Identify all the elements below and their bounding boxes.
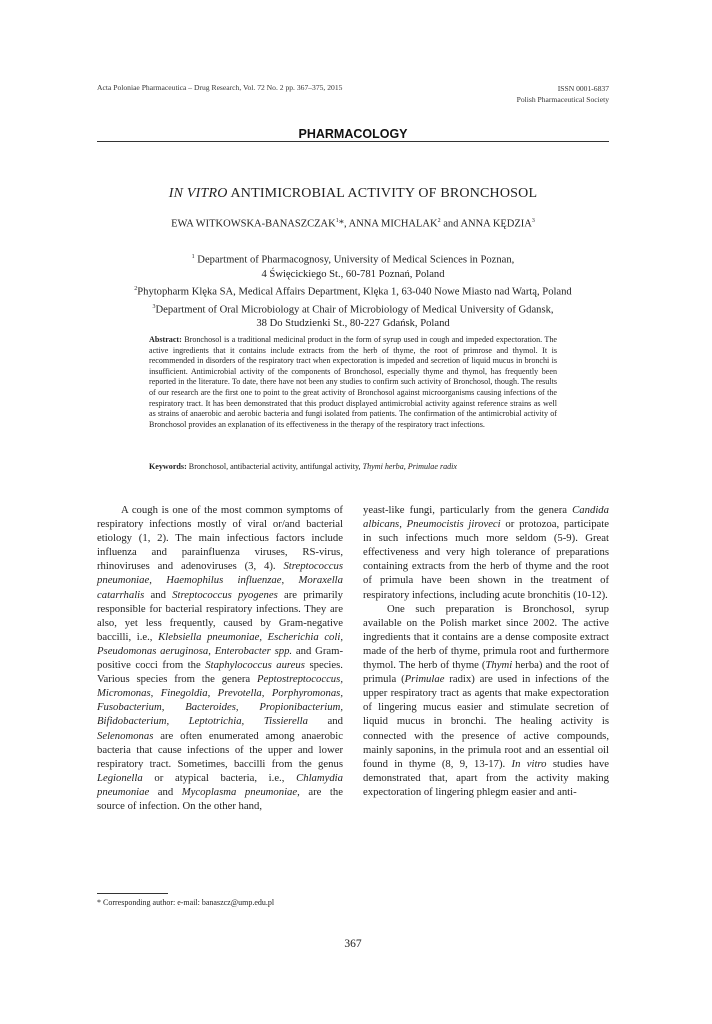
paragraph-intro: [97, 503, 343, 813]
text-run: radix) are used in infections of the upper respiratory tract as agents that make expectoration of lingering mucus easier and stimulate secretion of liquid mucus in bronchi. The healing activity is connected with the presence of active compounds, mainly saponins, in the primula root and an essential oil found in thyme (8, 9, 13-17).: [363, 673, 609, 770]
keywords-label: Keywords:: [149, 462, 187, 471]
affiliation-3-address: 38 Do Studzienki St., 80-227 Gdańsk, Poland: [256, 318, 450, 330]
keywords-text: Bronchosol, antibacterial activity, antifungal activity,: [186, 462, 363, 471]
author-1-sup: 1: [335, 218, 339, 224]
aff2-sup: 2: [134, 285, 138, 292]
body-column-right: [363, 503, 609, 799]
paragraph-continued: [363, 503, 609, 602]
text-run: species. Various species from the genera: [97, 659, 343, 686]
author-2: ANNA MICHALAK: [348, 218, 438, 230]
species-name: Escherichia coli: [267, 630, 341, 643]
paragraph-bronchosol: [363, 602, 609, 799]
issn-header: [517, 83, 609, 105]
issn: ISSN 0001-6837: [557, 84, 609, 93]
aff1-line1: Department of Pharmacognosy, University of Medical Sciences in Poznan,: [194, 254, 515, 266]
aff2-text: Phytopharm Klęka SA, Medical Affairs Department, Klęka 1, 63-040 Nowe Miasto nad Wartą, Poland: [137, 286, 572, 298]
text-run: or protozoa, participate in such infections much more seldom (5-9). Great effectiveness and very high tolerance of preparations containing extracts from the herb of thyme and the root of primula have been shown in the treatment of respiratory infections, including acute bronchitis (10-12).: [363, 518, 609, 601]
text-run: are primarily responsible for bacterial respiratory infections. They are also, yet less frequently, caused by Gram-negative baccilli, i.e.,: [97, 588, 343, 643]
author-2-sup: 2: [437, 218, 441, 224]
text-run: ,: [149, 574, 167, 587]
affiliation-1-address: 4 Święcickiego St., 60-781 Poznań, Poland: [261, 268, 445, 280]
title-italic: IN VITRO: [168, 186, 228, 201]
author-3: ANNA KĘDZIA: [460, 218, 532, 230]
text-run: A cough is one of the most common symptoms of respiratory infections mostly of viral or/and bacterial etiology (1, 2). The main infectious factors include influenza and parainfluenza viruses, RS-virus, rhinoviruses and adenoviruses (3, 4).: [97, 504, 343, 573]
abstract-text: Bronchosol is a traditional medicinal product in the form of syrup used in cough and impeded expectoration. The active ingredients that it contains include extracts from the herb of thyme, the root of primrose and thymol. It is recommended in disorders of the respiratory tract when expectoration is impeded and secretion of liquid mucus in bronchi is insufficient. Antimicrobial activity of the components of Bronchosol, especially thyme and thymol, has frequently been reported in the literature. To date, there have not been any studies to confirm such activity of Bronchosol, though. The results of our research are the first one to point to the great activity of Bronchosol against microorganisms causing infections of the respiratory tract. It has been demonstrated that this product displayed antimicrobial activity against reference strains as well as strains of anaerobic and aerobic bacteria and fungi isolated from patients. The confirmation of the antimicrobial activity of Bronchosol provides an explanation of its effectiveness in the therapy of the respiratory tract infections.: [149, 335, 557, 429]
affiliation-3: [97, 300, 609, 318]
text-run: herba) and the root of primula (: [363, 659, 610, 686]
species-name: Streptococcus pneumoniae: [97, 560, 343, 587]
journal-header: Acta Poloniae Pharmaceutica – Drug Research, Vol. 72 No. 2 pp. 367–375, 2015: [97, 83, 343, 92]
species-name: Thymi: [485, 659, 513, 672]
species-name: Staphylococcus aureus: [205, 659, 305, 672]
abstract: [149, 335, 557, 430]
species-name: Primulae: [404, 673, 445, 686]
species-name: Mycoplasma pneumoniae,: [181, 785, 300, 798]
text-run: studies have demonstrated that, apart from the activity making expectoration of lingering phlegm easier and anti-: [363, 757, 609, 798]
text-run: ,: [340, 630, 344, 643]
text-run: are often enumerated among anaerobic bacteria that cause infections of the upper and lower respiratory tract. Sometimes, baccilli from the genus: [97, 729, 343, 770]
text-run: ,: [259, 630, 268, 643]
footnote: * Corresponding author: e-mail: banaszcz@ump.edu.pl: [97, 898, 275, 907]
italic-term: In vitro: [511, 757, 547, 770]
text-run: are the source of infection. On the other hand,: [97, 785, 343, 812]
author-3-sup: 3: [531, 218, 535, 224]
body-column-left: [97, 503, 343, 813]
species-name: Klebsiella pneumoniae: [158, 630, 260, 643]
footnote-rule: [97, 893, 168, 894]
section-rule: [97, 141, 609, 142]
keywords-italic: Thymi herba, Primulae radix: [362, 462, 458, 471]
society: Polish Pharmaceutical Society: [516, 95, 609, 104]
text-run: and Gram-positive cocci from the: [97, 644, 344, 672]
affiliation-1: [97, 250, 609, 268]
species-name: Haemophilus influenzae: [166, 574, 282, 587]
aff1-sup: 1: [191, 254, 195, 260]
species-name: Streptococcus pyogenes: [172, 588, 278, 601]
abstract-label: Abstract:: [149, 335, 182, 344]
aff3-sup: 3: [152, 303, 156, 310]
text-run: ,: [399, 518, 407, 531]
species-name: Moraxella catarrhalis: [97, 574, 343, 601]
keywords: [149, 462, 557, 471]
species-name: Chlamydia pneumoniae: [97, 771, 343, 798]
author-1-star: *,: [338, 218, 349, 230]
affiliations: [97, 250, 609, 332]
species-name: Selenomonas: [97, 729, 154, 742]
species-name: Pneumocistis jiroveci: [406, 518, 501, 531]
species-name: Peptostreptococcus, Micromonas, Finegoldia, Prevotella, Porphyromonas, Fusobacterium, Bacteroides, Propionibacterium, Bifidobacterium, Leptotrichia, Tissierella: [97, 673, 343, 728]
section-heading: PHARMACOLOGY: [298, 127, 408, 141]
text-run: and: [149, 785, 182, 798]
text-run: ,: [208, 644, 215, 657]
text-run: and: [307, 715, 343, 728]
affiliation-2: [97, 282, 609, 300]
species-name: Candida albicans: [363, 504, 609, 531]
aff3-line1: Department of Oral Microbiology at Chair of Microbiology of Medical University of Gdansk,: [155, 304, 554, 316]
article-title: [97, 186, 609, 202]
species-name: Legionella: [97, 771, 143, 784]
species-name: Pseudomonas aeruginosa: [97, 644, 209, 657]
author-1: EWA WITKOWSKA-BANASZCZAK: [171, 218, 336, 230]
text-run: yeast-like fungi, particularly from the genera: [363, 504, 573, 516]
text-run: One such preparation is Bronchosol, syrup available on the Polish market since 2002. The active ingredients that it contains are a dense composite extract made of the herb of thyme, primula root and furthermore thymol. The herb of thyme (: [363, 602, 609, 672]
species-name: Enterobacter spp.: [214, 644, 293, 657]
text-run: and: [144, 588, 173, 601]
author-list: [97, 218, 609, 230]
authors-and: and: [440, 218, 461, 230]
text-run: or atypical bacteria, i.e.,: [142, 771, 297, 784]
page-number: 367: [344, 938, 362, 950]
title-rest: ANTIMICROBIAL ACTIVITY OF BRONCHOSOL: [227, 186, 538, 201]
text-run: ,: [281, 574, 299, 587]
